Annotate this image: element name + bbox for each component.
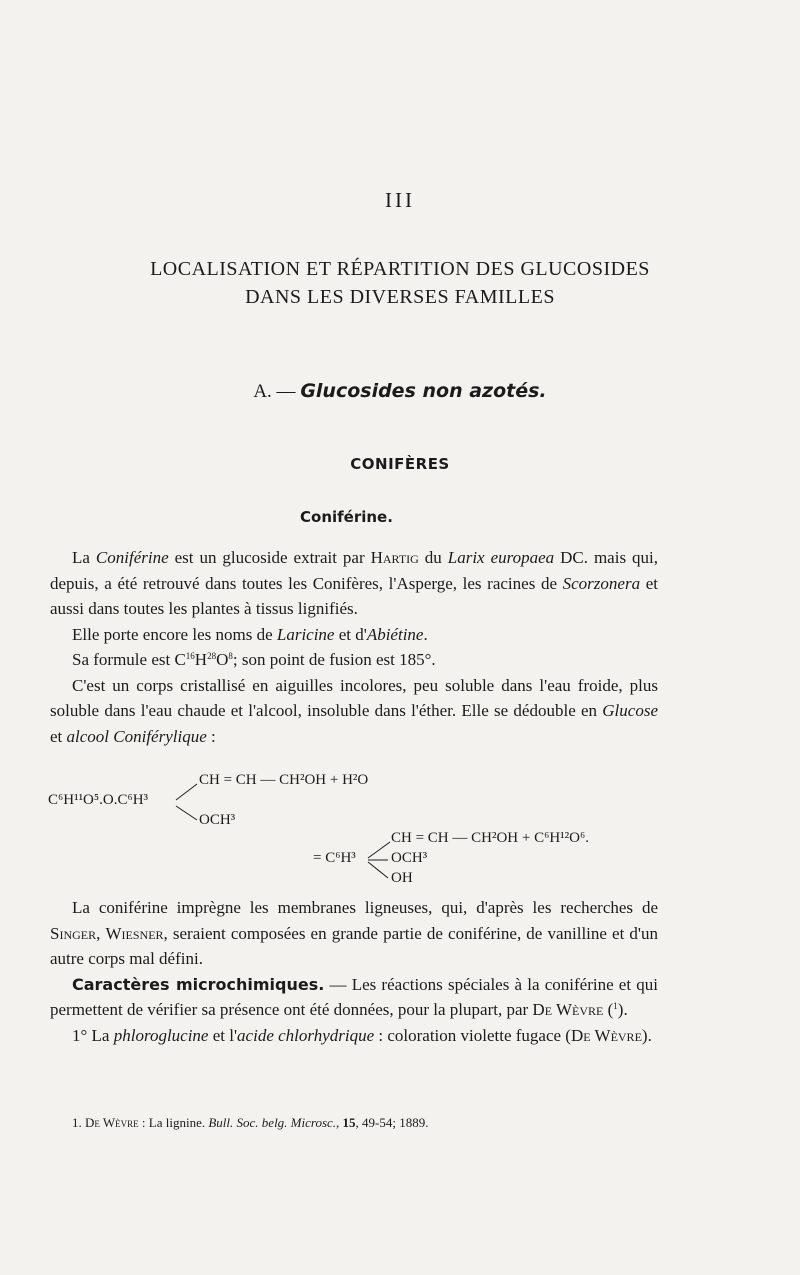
- formula-branch-bottom: OCH³: [199, 812, 236, 828]
- formula-left: C⁶H¹¹O⁵.O.C⁶H³: [48, 792, 149, 808]
- formula-eq-bottom: OH: [391, 870, 413, 886]
- paragraph-names: Elle porte encore les noms de Laricine et d'Abiétine.: [72, 624, 428, 644]
- section-title: Glucosides non azotés.: [300, 380, 547, 402]
- paragraph-intro: La Coniférine est un glucoside extrait par Hartig du Larix europaea DC. mais qui, depuis, a été retrouvé dans toutes les Conifères, l'Asperge, les racines de Scorzonera et aussi dans toutes les plantes à tissus lignifiés.: [50, 548, 659, 618]
- formula-eq-mid: OCH³: [391, 850, 428, 866]
- paragraph-reaction-1: 1° La phloroglucine et l'acide chlorhydrique : coloration violette fugace (De Wèvre).: [72, 1025, 652, 1045]
- paragraph-membranes: La coniférine imprègne les membranes ligneuses, qui, d'après les recherches de Singer, Wiesner, seraient composées en grande partie de coniférine, de vanilline et d'un autre corps mal défini.: [50, 898, 658, 968]
- chapter-title-line-1: LOCALISATION ET RÉPARTITION DES GLUCOSIDES: [150, 258, 650, 280]
- formula-eq-top: CH = CH — CH²OH + C⁶H¹²O⁶.: [391, 830, 589, 846]
- footnote: 1. De Wèvre : La lignine. Bull. Soc. belg. Microsc., 15, 49-54; 1889.: [72, 1115, 429, 1130]
- family-heading: CONIFÈRES: [350, 455, 450, 473]
- paragraph-properties: C'est un corps cristallisé en aiguilles incolores, peu soluble dans l'eau froide, plus soluble dans l'eau chaude et l'alcool, insoluble dans l'éther. Elle se dédouble en Glucose et alcool Coniférylique :: [50, 675, 658, 746]
- subheading: Coniférine.: [300, 508, 393, 526]
- section-letter: A. —: [253, 381, 296, 402]
- chapter-title-line-2: DANS LES DIVERSES FAMILLES: [245, 286, 555, 308]
- formula-branch-top: CH = CH — CH²OH + H²O: [199, 772, 369, 788]
- formula-eq-left: = C⁶H³: [313, 850, 356, 866]
- paragraph-formula: Sa formule est $C^{16}H^{28}O^8$; son point de fusion est 185°.: [72, 650, 436, 669]
- text-block-2: [50, 895, 658, 1048]
- paragraph-microchemical: Caractères microchimiques. — Les réactions spéciales à la coniférine et qui permettent de vérifier sa présence ont été données, pour la plupart, par De Wèvre ($^1$).: [50, 974, 658, 1019]
- chapter-number: III: [385, 188, 415, 212]
